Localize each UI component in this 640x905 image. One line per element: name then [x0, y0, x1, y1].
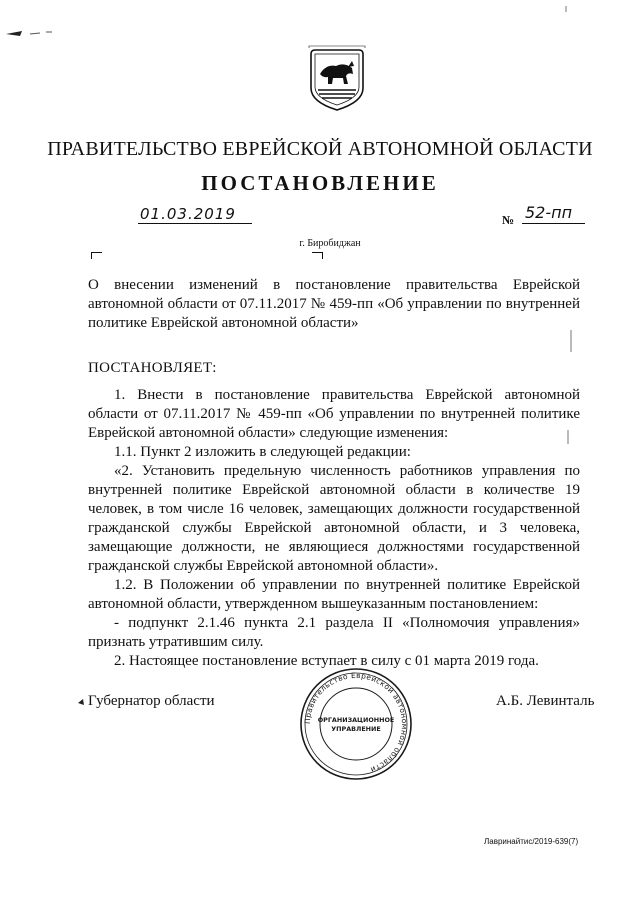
subject-corner-right	[312, 252, 323, 259]
coat-of-arms-emblem	[306, 44, 368, 112]
body-paragraph: 1. Внести в постановление правительства Еврейской автономной области от 07.11.2017 № 459-пп «Об управлении по внутренней политике Еврейской автономной области» следующие изменения:	[88, 387, 580, 441]
document-body	[88, 386, 580, 671]
number-sign: №	[502, 213, 515, 227]
seal-center-line-1: ОРГАНИЗАЦИОННОЕ	[317, 716, 395, 724]
city-label: г. Биробиджан	[299, 238, 361, 249]
seal-center-line-2: УПРАВЛЕНИЕ	[331, 725, 381, 733]
handwritten-date: 01.03.2019	[138, 205, 252, 224]
government-title: ПРАВИТЕЛЬСТВО ЕВРЕЙСКОЙ АВТОНОМНОЙ ОБЛАСТИ	[47, 138, 593, 160]
resolves-heading: ПОСТАНОВЛЯЕТ:	[88, 360, 217, 376]
body-paragraph: - подпункт 2.1.46 пункта 2.1 раздела II «Полномочия управления» признать утратившим силу.	[88, 615, 580, 650]
body-paragraph: 1.2. В Положении об управлении по внутренней политике Еврейской автономной области, утвержденном вышеуказанным постановлением:	[88, 577, 580, 612]
svg-text:Правительство Еврейской автоно: Правительство Еврейской автономной области	[302, 670, 410, 775]
official-seal-stamp	[298, 666, 414, 782]
body-paragraph: 2. Настоящее постановление вступает в силу с 01 марта 2019 года.	[114, 653, 539, 669]
body-paragraph: «2. Установить предельную численность работников управления по внутренней политике Еврейской автономной области в количестве 19 человек, в том числе 16 человек, замещающих должности государственной гражданской службы Еврейской автономной области, и 3 человека, замещающие должности, не являющиеся должностями государственной гражданской службы Еврейской автономной области».	[88, 463, 580, 574]
subject-corner-left	[91, 252, 102, 259]
signatory-name: А.Б. Левинталь	[496, 693, 595, 709]
handwritten-number: 52-пп	[522, 203, 585, 224]
footer-reference: Лавринайтис/2019-639(7)	[484, 837, 579, 846]
body-paragraph: 1.1. Пункт 2 изложить в следующей редакции:	[114, 444, 411, 460]
document-type-heading: ПОСТАНОВЛЕНИЕ	[201, 171, 439, 195]
document-subject: О внесении изменений в постановление правительства Еврейской автономной области от 07.11.2017 № 459-пп «Об управлении по внутренней политике Еврейской автономной области»	[88, 277, 580, 331]
signatory-title: Губернатор области	[88, 693, 215, 709]
